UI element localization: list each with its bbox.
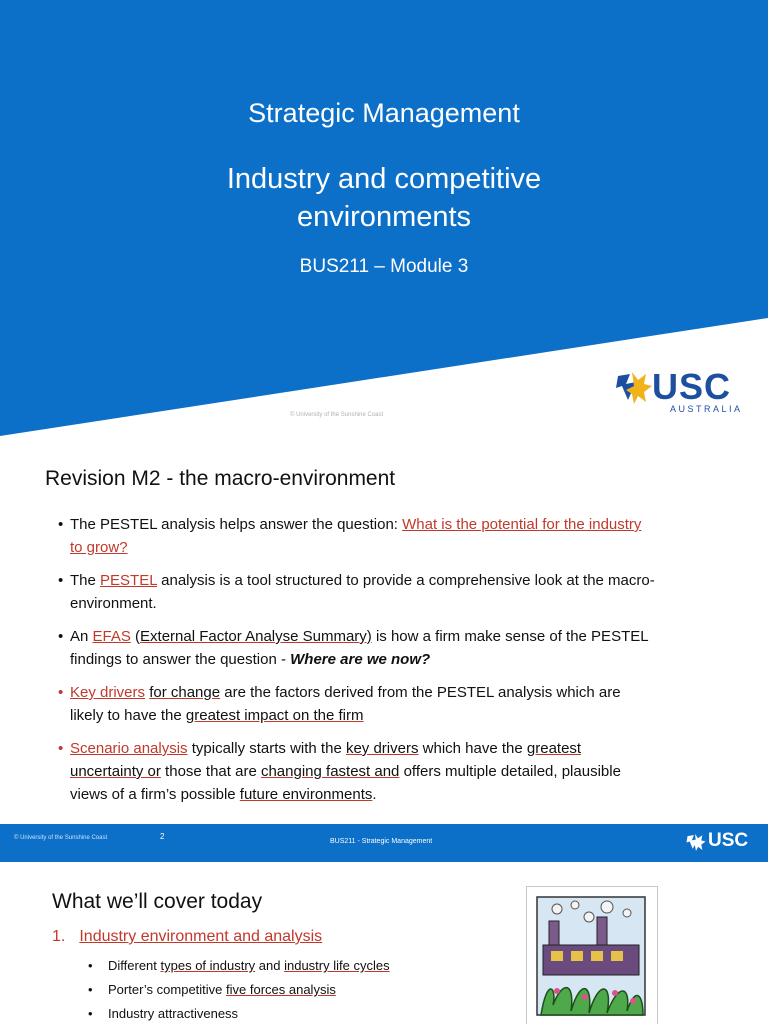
agenda-item-title: Industry environment and analysis [79,928,323,945]
bullet-list [58,513,658,816]
usc-flame-icon [616,370,652,404]
page-number: 2 [160,832,165,841]
slide-subtitle-line2: environments [296,201,472,233]
factory-illustration [527,887,657,1024]
usc-flame-icon [686,833,706,851]
footer-logo-text: USC [708,830,749,851]
footer-course: BUS211 - Strategic Management [330,838,433,845]
footer-copyright: © University of the Sunshine Coast [14,835,108,841]
list-item: • Porter’s competitive five forces analysis [88,982,336,997]
agenda-item-number: 1. [52,928,66,945]
list-item: • Scenario analysis typically starts with the key drivers which have the greatest uncertainty or those that are changing fastest and offers multiple detailed, plausible views of a firm’s possible future environments. [58,740,621,803]
factory-clipart-image [526,886,658,1024]
title-slide [0,0,768,436]
usc-logo [616,366,746,416]
slide-subtitle-line1: Industry and competitive [226,163,542,195]
module-code: BUS211 – Module 3 [299,256,469,277]
emphasis-text: Where are we now? [290,651,431,668]
list-item: • Different types of industry and industry life cycles [88,958,390,973]
highlight-text: PESTEL [100,572,157,589]
highlight-text: What is the potential for the industry to grow? [70,516,642,556]
slide-title: Revision M2 - the macro-environment [45,467,396,490]
list-item: • The PESTEL analysis helps answer the question: What is the potential for the industry to grow? [58,516,642,556]
usc-logo-subtext: AUSTRALIA [670,404,743,414]
footer-usc-logo [686,830,756,854]
slide-subtitle [0,160,768,236]
revision-slide [0,437,768,865]
highlight-text: Key drivers [70,684,146,701]
highlight-text: EFAS [92,628,131,645]
highlight-text: External Factor Analyse Summary) [140,628,372,645]
list-item: • The PESTEL analysis is a tool structured to provide a comprehensive look at the macro-environment. [58,572,655,612]
agenda-sublist [88,954,390,1024]
list-item: • Industry attractiveness [88,1006,239,1021]
slide-title: What we’ll cover today [52,890,263,913]
list-item: • An EFAS (External Factor Analyse Summary) is how a firm make sense of the PESTEL findings to answer the question - Where are we now? [58,628,649,668]
usc-logo-text: USC [652,366,732,407]
agenda-slide [0,866,768,1024]
list-item: • Key drivers for change are the factors derived from the PESTEL analysis which are likely to have the greatest impact on the firm [58,684,621,724]
agenda-item [52,928,322,946]
highlight-text: Scenario analysis [70,740,188,757]
slide-title: Strategic Management [248,98,520,128]
copyright-note: © University of the Sunshine Coast [290,412,384,418]
slide-footer [0,824,768,862]
